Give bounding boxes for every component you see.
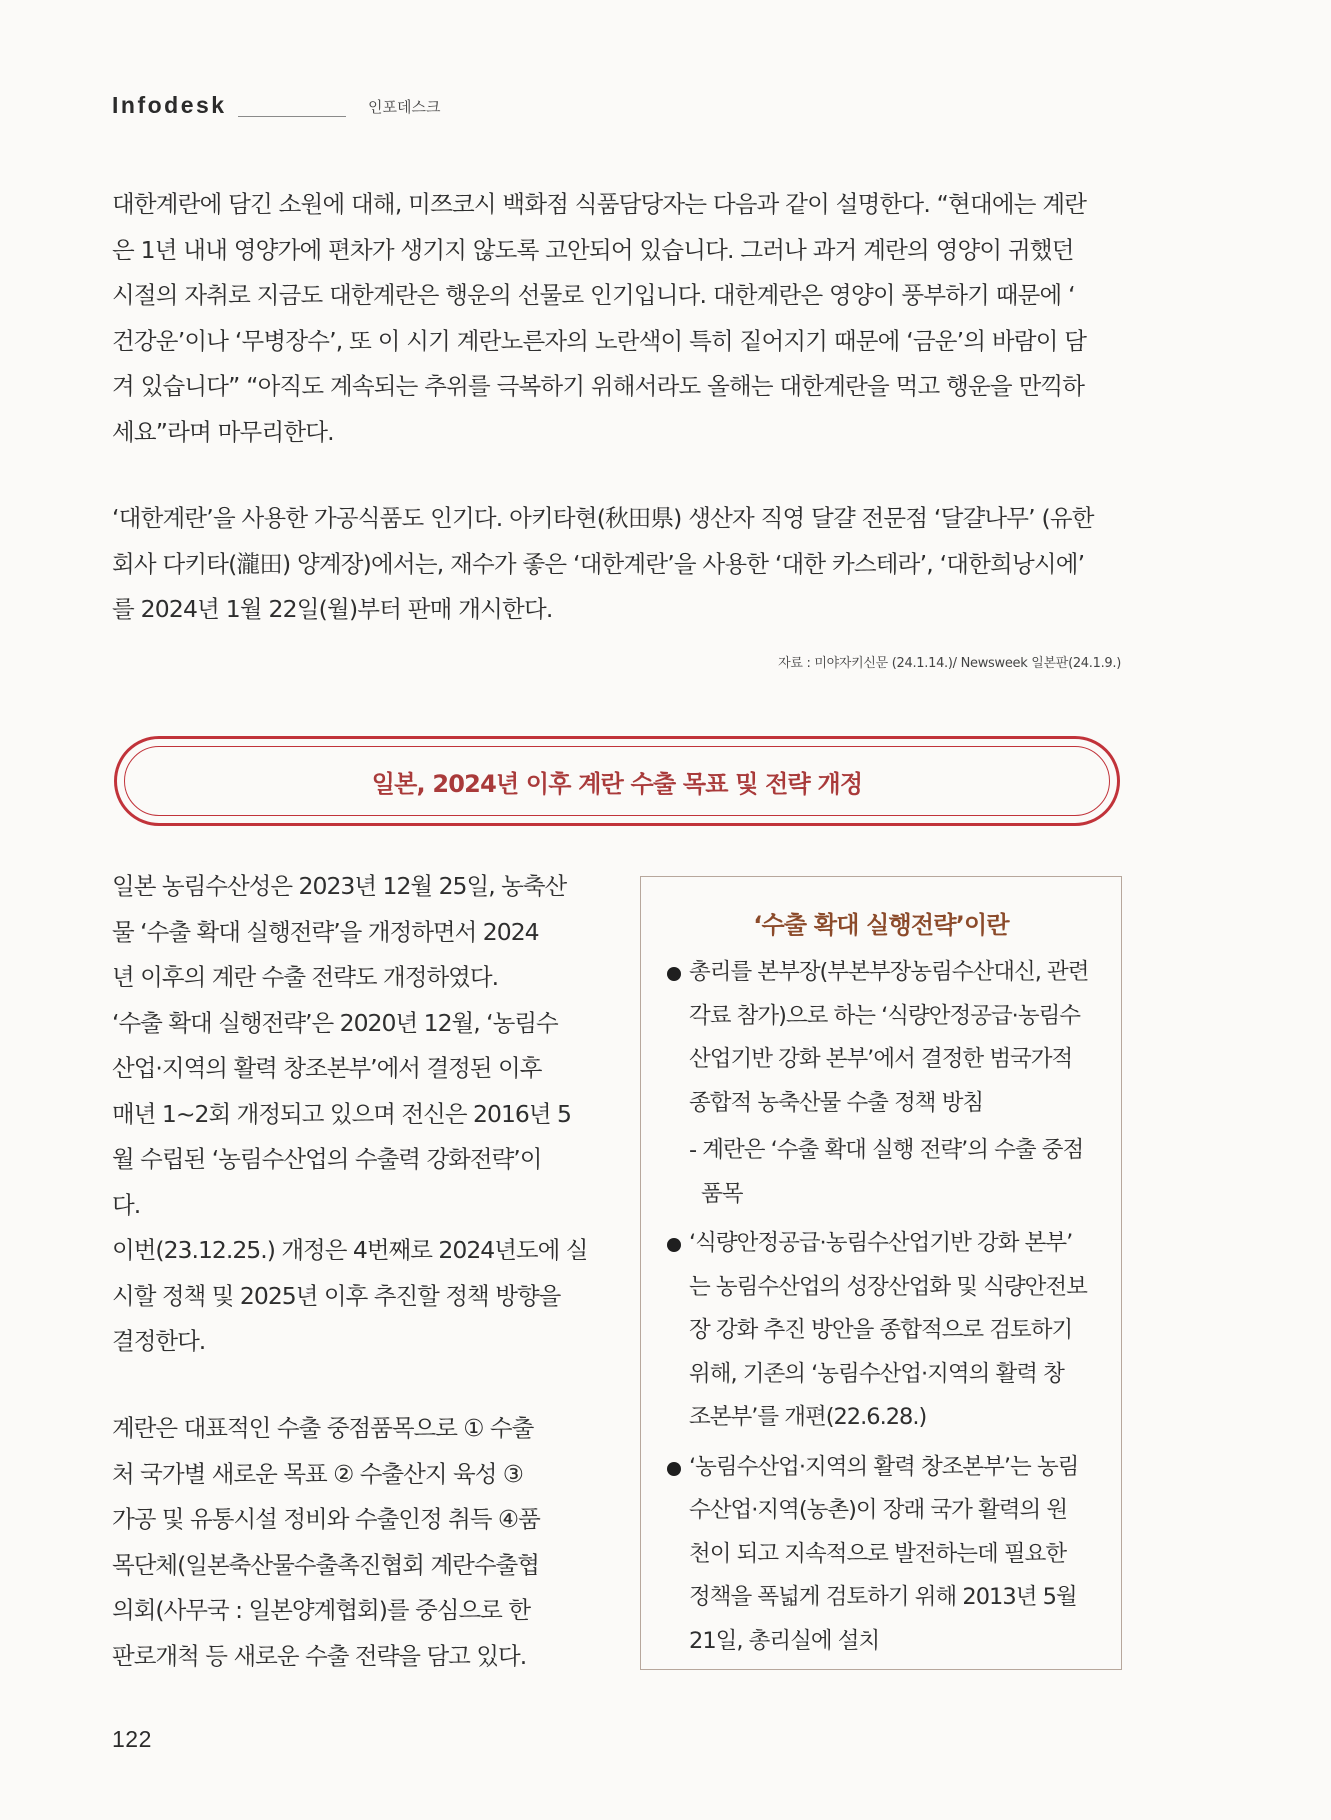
- bullet-item: [665, 951, 1105, 1125]
- text-line: 건강운’이나 ‘무병장수’, 또 이 시기 계란노른자의 노란색이 특히 짙어지기 때문에 ‘금운’의 바람이 담: [112, 326, 1087, 355]
- text-line: 는 농림수산업의 성장산업화 및 식량안전보: [689, 1273, 1087, 1300]
- text-line: 의회(사무국 : 일본양계협회)를 중심으로 한: [112, 1596, 531, 1624]
- sub-item: [665, 1129, 1105, 1216]
- text-line: ‘농림수산업·지역의 활력 창조본부’는 농림: [689, 1453, 1079, 1480]
- info-box: [640, 876, 1122, 1670]
- page-number: 122: [112, 1726, 152, 1752]
- text-line: 조본부’를 개편(22.6.28.): [689, 1404, 927, 1430]
- text-line: 산업·지역의 활력 창조본부’에서 결정된 이후: [112, 1054, 542, 1082]
- text-line: 겨 있습니다” “아직도 계속되는 추위를 극복하기 위해서라도 올해는 대한계란을 먹고 행운을 만끽하: [112, 372, 1085, 400]
- text-line: 결정한다.: [112, 1327, 206, 1355]
- text-line: 를 2024년 1월 22일(월)부터 판매 개시한다.: [112, 595, 553, 623]
- text-line: 일본 농림수산성은 2023년 12월 25일, 농축산: [112, 872, 567, 900]
- text-line: 이번(23.12.25.) 개정은 4번째로 2024년도에 실: [112, 1236, 588, 1264]
- section-header: [114, 736, 1120, 826]
- text-line: 회사 다키타(瀧田) 양계장)에서는, 재수가 좋은 ‘대한계란’을 사용한 ‘대한 카스테라’, ‘대한희낭시에’: [112, 549, 1085, 578]
- text-line: 판로개척 등 새로운 수출 전략을 담고 있다.: [112, 1641, 527, 1670]
- text-line: 장 강화 추진 방안을 종합적으로 검토하기: [689, 1317, 1073, 1343]
- text-line: ‘식량안정공급·농림수산업기반 강화 본부’: [689, 1230, 1073, 1256]
- left-column-paragraph-1: [112, 864, 588, 1365]
- header-divider: [238, 116, 346, 117]
- left-column-paragraph-2: [112, 1406, 572, 1679]
- text-line: 월 수립된 ‘농림수산업의 수출력 강화전략’이: [112, 1145, 542, 1173]
- intro-paragraph-2: [112, 496, 1122, 633]
- info-box-body: [665, 951, 1105, 1663]
- brand-logo: Infodesk: [112, 92, 227, 118]
- text-line: 세요”라며 마무리한다.: [112, 417, 334, 446]
- source-citation: 자료 : 미야자키신문 (24.1.14.)/ Newsweek 일본판(24.1.9.): [778, 656, 1121, 671]
- text-line: 수산업·지역(농촌)이 장래 국가 활력의 원: [689, 1497, 1068, 1523]
- text-line: 품목: [701, 1180, 743, 1207]
- text-line: 처 국가별 새로운 목표 ② 수출산지 육성 ③: [112, 1459, 523, 1488]
- info-box-title: ‘수출 확대 실행전략’이란: [753, 911, 1009, 939]
- text-line: 매년 1~2회 개정되고 있으며 전신은 2016년 5: [112, 1099, 571, 1128]
- text-line: 물 ‘수출 확대 실행전략’을 개정하면서 2024: [112, 917, 539, 946]
- text-line: - 계란은 ‘수출 확대 실행 전략’의 수출 중점: [689, 1137, 1084, 1163]
- text-line: ‘대한계란’을 사용한 가공식품도 인기다. 아키타현(秋田県) 생산자 직영 달걀 전문점 ‘달걀나무’ (유한: [112, 504, 1094, 532]
- text-line: 목단체(일본축산물수출촉진협회 계란수출협: [112, 1550, 539, 1579]
- intro-paragraph-1: [112, 182, 1122, 455]
- text-line: 계란은 대표적인 수출 중점품목으로 ① 수출: [112, 1414, 534, 1442]
- text-line: 종합적 농축산물 수출 정책 방침: [689, 1089, 984, 1116]
- text-line: 다.: [112, 1190, 141, 1219]
- text-line: 가공 및 유통시설 정비와 수출인정 취득 ④품: [112, 1505, 540, 1533]
- text-line: 정책을 폭넓게 검토하기 위해 2013년 5월: [689, 1584, 1077, 1610]
- text-line: 위해, 기존의 ‘농림수산업·지역의 활력 창: [689, 1360, 1064, 1387]
- text-line: 산업기반 강화 본부’에서 결정한 범국가적: [689, 1046, 1073, 1072]
- text-line: 총리를 본부장(부본부장농림수산대신, 관련: [689, 959, 1089, 985]
- text-line: 각료 참가)으로 하는 ‘식량안정공급·농림수: [689, 1002, 1081, 1029]
- section-name: 인포데스크: [368, 98, 441, 116]
- text-line: 21일, 총리실에 설치: [689, 1627, 880, 1654]
- bullet-item: [665, 1222, 1105, 1440]
- section-header-inner: [124, 746, 1110, 816]
- bullet-item: [665, 1446, 1105, 1664]
- text-line: 년 이후의 계란 수출 전략도 개정하였다.: [112, 963, 499, 991]
- text-line: 시절의 자취로 지금도 대한계란은 행운의 선물로 인기입니다. 대한계란은 영양이 풍부하기 때문에 ‘: [112, 281, 1075, 309]
- text-line: 대한계란에 담긴 소원에 대해, 미쯔코시 백화점 식품담당자는 다음과 같이 설명한다. “현대에는 계란: [112, 190, 1087, 218]
- text-line: 천이 되고 지속적으로 발전하는데 필요한: [689, 1540, 1067, 1567]
- text-line: ‘수출 확대 실행전략’은 2020년 12월, ‘농림수: [112, 1008, 558, 1037]
- text-line: 은 1년 내내 영양가에 편차가 생기지 않도록 고안되어 있습니다. 그러나 과거 계란의 영양이 귀했던: [112, 235, 1074, 264]
- text-line: 시할 정책 및 2025년 이후 추진할 정책 방향을: [112, 1281, 561, 1310]
- section-title: 일본, 2024년 이후 계란 수출 목표 및 전략 개정: [371, 769, 863, 798]
